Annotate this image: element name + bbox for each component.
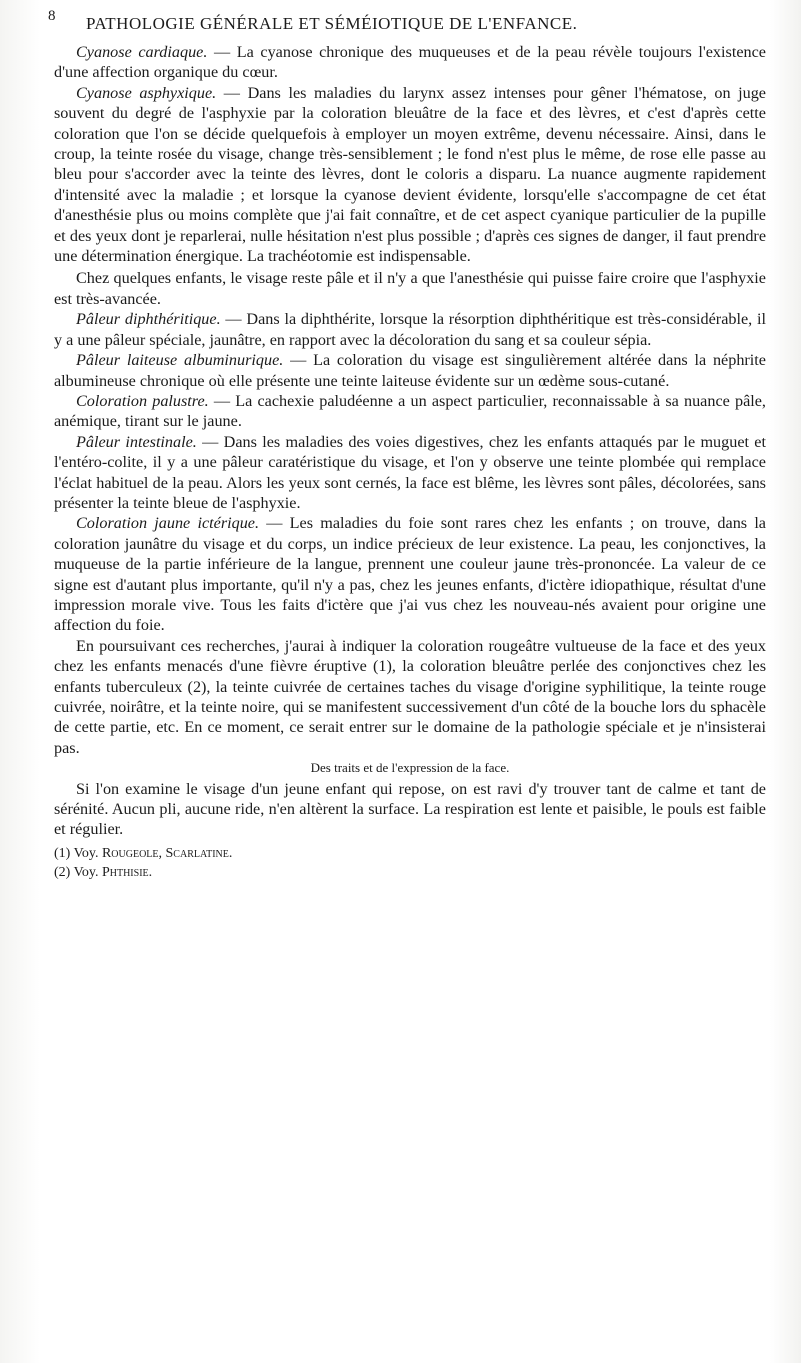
footnote-ref: Rougeole, Scarlatine.: [101, 845, 233, 861]
paragraph-coloration-icterique: Coloration jaune ictérique. — Les maladies du foie sont rares chez les enfants ; on trouve, dans la coloration jaunâtre du visage et du corps, un indice précieux de leur existence. La peau, les conjonctives, la muqueuse de la partie inférieure de la langue, prennent une couleur jaune très-prononcée. La valeur de ce signe est d'autant plus importante, qu'il n'y a pas, chez les jeunes enfants, d'ictère idiopathique, résultat d'une impression morale vive. Tous les faits d'ictère que j'ai vus chez les nouveau-nés avaient pour origine une affection du foie.: [54, 514, 766, 635]
footnotes: [54, 844, 766, 882]
paragraph-paleur-laiteuse: Pâleur laiteuse albuminurique. — La coloration du visage est singulièrement altérée dans la néphrite albumineuse chronique où elle présente une teinte laiteuse évidente sur un œdème sous-cutané.: [54, 351, 766, 390]
footnote-ref: Phthisie.: [101, 864, 153, 880]
footnote-1: (1) Voy. Rougeole, Scarlatine.: [54, 845, 233, 861]
paragraph-paleur-intestinale: Pâleur intestinale. — Dans les maladies des voies digestives, chez les enfants attaqués par le muguet et l'entéro-colite, il y a une pâleur caratéristique du visage, et l'on y observe une teinte plombée qui remplace l'éclat habituel de la peau. Alors les yeux sont cernés, la face est blême, les lèvres sont pâles, décolorées, sans présenter la teinte bleue de l'asphyxie.: [54, 432, 766, 512]
paragraph-coloration-palustre: Coloration palustre. — La cachexie paludéenne a un aspect particulier, reconnaissable à sa nuance pâle, anémique, tirant sur le jaune.: [54, 391, 766, 431]
page-body: [54, 42, 766, 882]
section-title: Des traits et de l'expression de la face.: [310, 760, 510, 776]
paragraph-visage-pale: Chez quelques enfants, le visage reste pâle et il n'y a que l'anesthésie qui puisse faire croire que l'asphyxie est très-avancée.: [54, 269, 766, 308]
page-number: 8: [48, 8, 56, 24]
paragraph-paleur-diphtheritique: Pâleur diphthéritique. — Dans la diphthérite, lorsque la résorption diphthéritique est très-considérable, il y a une pâleur spéciale, jaunâtre, en rapport avec la décoloration du sang et sa couleur sépia.: [54, 310, 766, 349]
paragraph-visage-enfant: Si l'on examine le visage d'un jeune enfant qui repose, on est ravi d'y trouver tant de calme et tant de sérénité. Aucun pli, aucune ride, n'en altèrent la surface. La respiration est lente et paisible, le pouls est faible et régulier.: [54, 779, 766, 839]
paragraph-cyanose-cardiaque: Cyanose cardiaque. — La cyanose chronique des muqueuses et de la peau révèle toujours l'existence d'une affection organique du cœur.: [54, 43, 766, 82]
paragraph-cyanose-asphyxique: Cyanose asphyxique. — Dans les maladies du larynx assez intenses pour gêner l'hématose, on juge souvent du degré de l'asphyxie par la coloration bleuâtre de la face et des lèvres, et c'est d'après cette coloration que l'on se décide quelquefois à employer un moyen extrême, devenu nécessaire. Ainsi, dans le croup, la teinte rosée du visage, change très-sensiblement ; le fond n'est plus le même, de rose elle passe au bleu pour s'accorder avec la teinte des lèvres, dont le coloris a disparu. La nuance augmente rapidement d'intensité avec la maladie ; et lorsque la cyanose devient évidente, lorsqu'elle s'accompagne de cet état d'anesthésie plus ou moins complète que j'ai fait connaître, et de cet aspect cyanique particulier de la pupille et des yeux dont je reparlerai, nulle hésitation n'est plus possible ; d'après ces signes de danger, il faut prendre une détermination énergique. La trachéotomie est indispensable.: [54, 83, 766, 266]
running-title: PATHOLOGIE GÉNÉRALE ET SÉMÉIOTIQUE DE L'ENFANCE.: [86, 14, 578, 33]
running-header: [48, 6, 748, 34]
paragraph-recherches: En poursuivant ces recherches, j'aurai à indiquer la coloration rougeâtre vultueuse de la face et des yeux chez les enfants menacés d'une fièvre éruptive (1), la coloration bleuâtre perlée des conjonctives chez les enfants tuberculeux (2), la teinte cuivrée de certaines taches du visage d'origine syphilitique, la teinte rouge cuivrée, noirâtre, et la teinte noire, qui se manifestent successivement d'un côté de la bouche lors du sphacèle de cette partie, etc. En ce moment, ce serait entrer sur le domaine de la pathologie spéciale et je n'insisterai pas.: [54, 636, 766, 757]
footnote-2: (2) Voy. Phthisie.: [54, 864, 153, 880]
